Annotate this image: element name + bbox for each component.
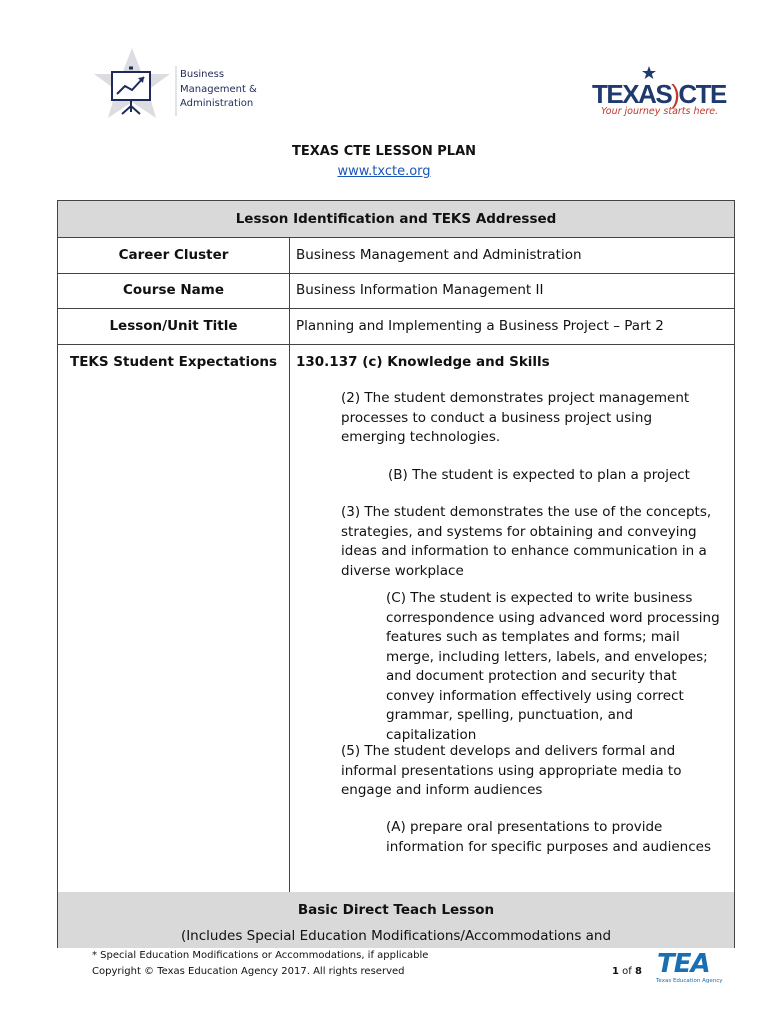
page-number [612, 966, 642, 977]
teks-paragraph-3: (3) The student demonstrates the use of the concepts, strategies, and systems for obtaining and conveying ideas and information to enhance communication in a diverse workplace [341, 504, 712, 579]
page-current: 1 [612, 966, 619, 977]
table-header: Lesson Identification and TEKS Addressed [235, 211, 557, 227]
row-value: Business Information Management II [296, 282, 544, 298]
bma-line-3: Administration [180, 98, 254, 109]
teks-label: TEKS Student Expectations [69, 354, 277, 370]
row-value: Business Management and Administration [296, 247, 582, 263]
bma-logo-text [180, 68, 257, 112]
tea-logo: TEA [657, 949, 710, 979]
table-row [58, 309, 734, 345]
cte-word: CTE [678, 79, 726, 109]
page-total: 8 [634, 966, 642, 977]
texas-cte-wordmark [592, 80, 726, 108]
row-label: Course Name [123, 282, 224, 298]
footer-copyright: Copyright © Texas Education Agency 2017. All rights reserved [92, 966, 405, 977]
row-label: Career Cluster [118, 247, 229, 263]
page-title: TEXAS CTE LESSON PLAN [291, 144, 477, 159]
column-divider [289, 238, 290, 892]
swoosh-icon: ) [671, 79, 679, 109]
row-label: Lesson/Unit Title [109, 318, 238, 334]
direct-teach-subtitle: (Includes Special Education Modifications/Accommodations and [180, 928, 612, 944]
table-row [58, 273, 734, 309]
texas-word: TEXAS [592, 79, 672, 109]
lesson-table [57, 200, 735, 948]
tea-logo-subtitle: Texas Education Agency [656, 978, 723, 984]
teks-row [58, 345, 734, 893]
direct-teach-band [58, 892, 734, 948]
teks-paragraph-5: (5) The student develops and delivers formal and informal presentations using appropriate media to engage and inform audiences [341, 743, 682, 798]
txcte-link[interactable]: www.txcte.org [337, 164, 431, 179]
teks-heading: 130.137 (c) Knowledge and Skills [296, 354, 550, 370]
bma-line-1: Business [180, 69, 225, 80]
teks-paragraph-3c: (C) The student is expected to write business correspondence using advanced word processing features such as templates and forms; mail merge, including letters, labels, and envelopes; and document protection and security that convey information effectively using correct grammar, spelling, punctuation, and capitalization [386, 590, 720, 743]
star-icon [642, 66, 656, 80]
table-row [58, 238, 734, 274]
texas-cte-tagline: Your journey starts here. [601, 106, 719, 117]
table-header-band [58, 201, 734, 238]
page-of: of [622, 966, 632, 977]
direct-teach-title: Basic Direct Teach Lesson [297, 902, 495, 918]
teks-paragraph-2: (2) The student demonstrates project management processes to conduct a business project using emerging technologies. [341, 390, 690, 445]
teks-paragraph-5a: (A) prepare oral presentations to provide information for specific purposes and audiences [386, 819, 711, 855]
footer-note: * Special Education Modifications or Accommodations, if applicable [92, 950, 429, 961]
teks-paragraph-2b: (B) The student is expected to plan a project [388, 467, 690, 483]
row-value: Planning and Implementing a Business Project – Part 2 [296, 318, 664, 334]
bma-line-2: Management & [180, 83, 257, 95]
